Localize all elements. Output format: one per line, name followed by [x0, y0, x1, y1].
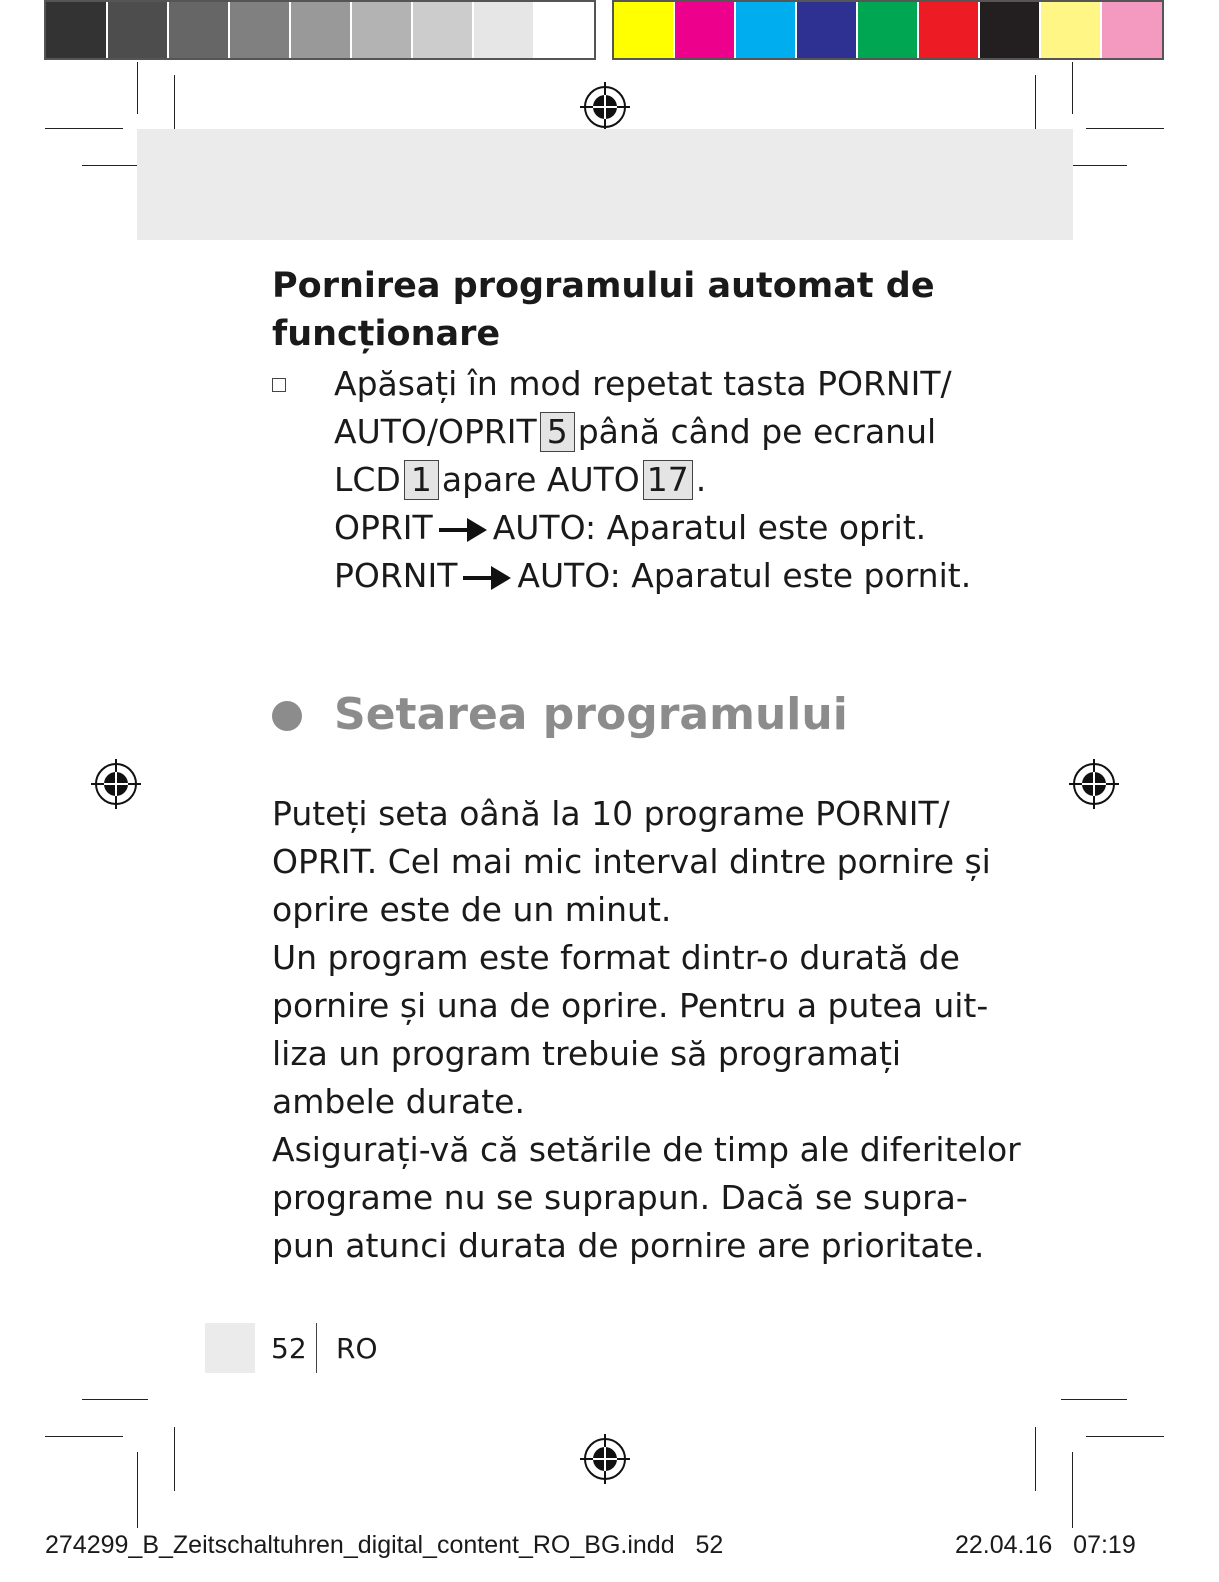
registration-mark-icon [580, 82, 630, 132]
color-swatch [614, 2, 673, 58]
registration-mark-icon [91, 759, 141, 809]
folio-divider [316, 1323, 317, 1373]
step-checkbox-icon [272, 378, 286, 392]
registration-mark-icon [1069, 759, 1119, 809]
page-number: 52 [271, 1332, 307, 1365]
section-heading-line: Pornirea programului automat de [272, 266, 935, 306]
step-line [334, 408, 974, 456]
slug-date: 22.04.16 [955, 1531, 1053, 1559]
slug-file: 274299_B_Zeitschaltuhren_digital_content_RO_BG.indd [45, 1531, 675, 1559]
slug-page: 52 [695, 1531, 724, 1559]
paragraph-line: liza un program trebuie să programați [272, 1034, 902, 1073]
mode-from: OPRIT [334, 508, 433, 547]
paragraph [272, 790, 1021, 1270]
section-heading-line: funcționare [272, 314, 501, 354]
gray-swatch [352, 2, 411, 58]
gray-swatch [169, 2, 228, 58]
arrow-right-icon [439, 515, 487, 545]
paragraph-line: pornire și una de oprire. Pentru a putea uit- [272, 986, 989, 1025]
registration-mark-icon [580, 1434, 630, 1484]
step-line [334, 552, 974, 600]
step-instructions [334, 360, 974, 600]
color-swatch [1041, 2, 1100, 58]
gray-swatch [46, 2, 106, 58]
step-line [334, 504, 974, 552]
step-text: până când pe ecranul [577, 412, 937, 451]
gray-swatch [474, 2, 533, 58]
reference-number-badge: 17 [643, 460, 693, 500]
slug-timestamp [955, 1528, 1136, 1562]
color-swatch [736, 2, 795, 58]
mode-from: PORNIT [334, 556, 458, 595]
arrow-right-icon [463, 563, 511, 593]
reference-number-badge: 5 [540, 412, 575, 452]
step-text: LCD [334, 460, 401, 499]
gray-swatch [535, 2, 594, 58]
section-bullet-icon [272, 701, 302, 731]
color-swatch [919, 2, 978, 58]
step-line: Apăsați în mod repetat tasta PORNIT/ [334, 364, 952, 403]
gray-swatch [230, 2, 289, 58]
gray-swatch [413, 2, 472, 58]
folio-box [205, 1323, 255, 1373]
color-swatch [797, 2, 856, 58]
language-code: RO [336, 1332, 378, 1365]
slug-time: 07:19 [1073, 1531, 1136, 1559]
color-swatch [858, 2, 917, 58]
gray-swatch [108, 2, 167, 58]
paragraph-line: oprire este de un minut. [272, 890, 672, 929]
color-swatch [980, 2, 1039, 58]
paragraph-line: programe nu se suprapun. Dacă se supra- [272, 1178, 968, 1217]
slug-filename [45, 1528, 723, 1562]
header-band [137, 129, 1073, 240]
mode-result: AUTO: Aparatul este oprit. [492, 508, 927, 547]
reference-number-badge: 1 [404, 460, 439, 500]
step-text: AUTO/OPRIT [334, 412, 537, 451]
paragraph-line: Asigurați-vă că setările de timp ale diferitelor [272, 1130, 1021, 1169]
step-text: apare AUTO [441, 460, 640, 499]
section-title: Setarea programului [334, 689, 848, 740]
paragraph-line: ambele durate. [272, 1082, 525, 1121]
step-text: . [695, 460, 707, 499]
paragraph-line: Puteți seta oână la 10 programe PORNIT/ [272, 794, 950, 833]
color-swatch [675, 2, 734, 58]
paragraph-line: OPRIT. Cel mai mic interval dintre pornire și [272, 842, 991, 881]
paragraph-line: Un program este format dintr-o durată de [272, 938, 960, 977]
mode-result: AUTO: Aparatul este pornit. [517, 556, 972, 595]
paragraph-line: pun atunci durata de pornire are prioritate. [272, 1226, 985, 1265]
step-line [334, 456, 974, 504]
color-swatch [1102, 2, 1162, 58]
section-heading [272, 262, 972, 358]
gray-swatch [291, 2, 350, 58]
